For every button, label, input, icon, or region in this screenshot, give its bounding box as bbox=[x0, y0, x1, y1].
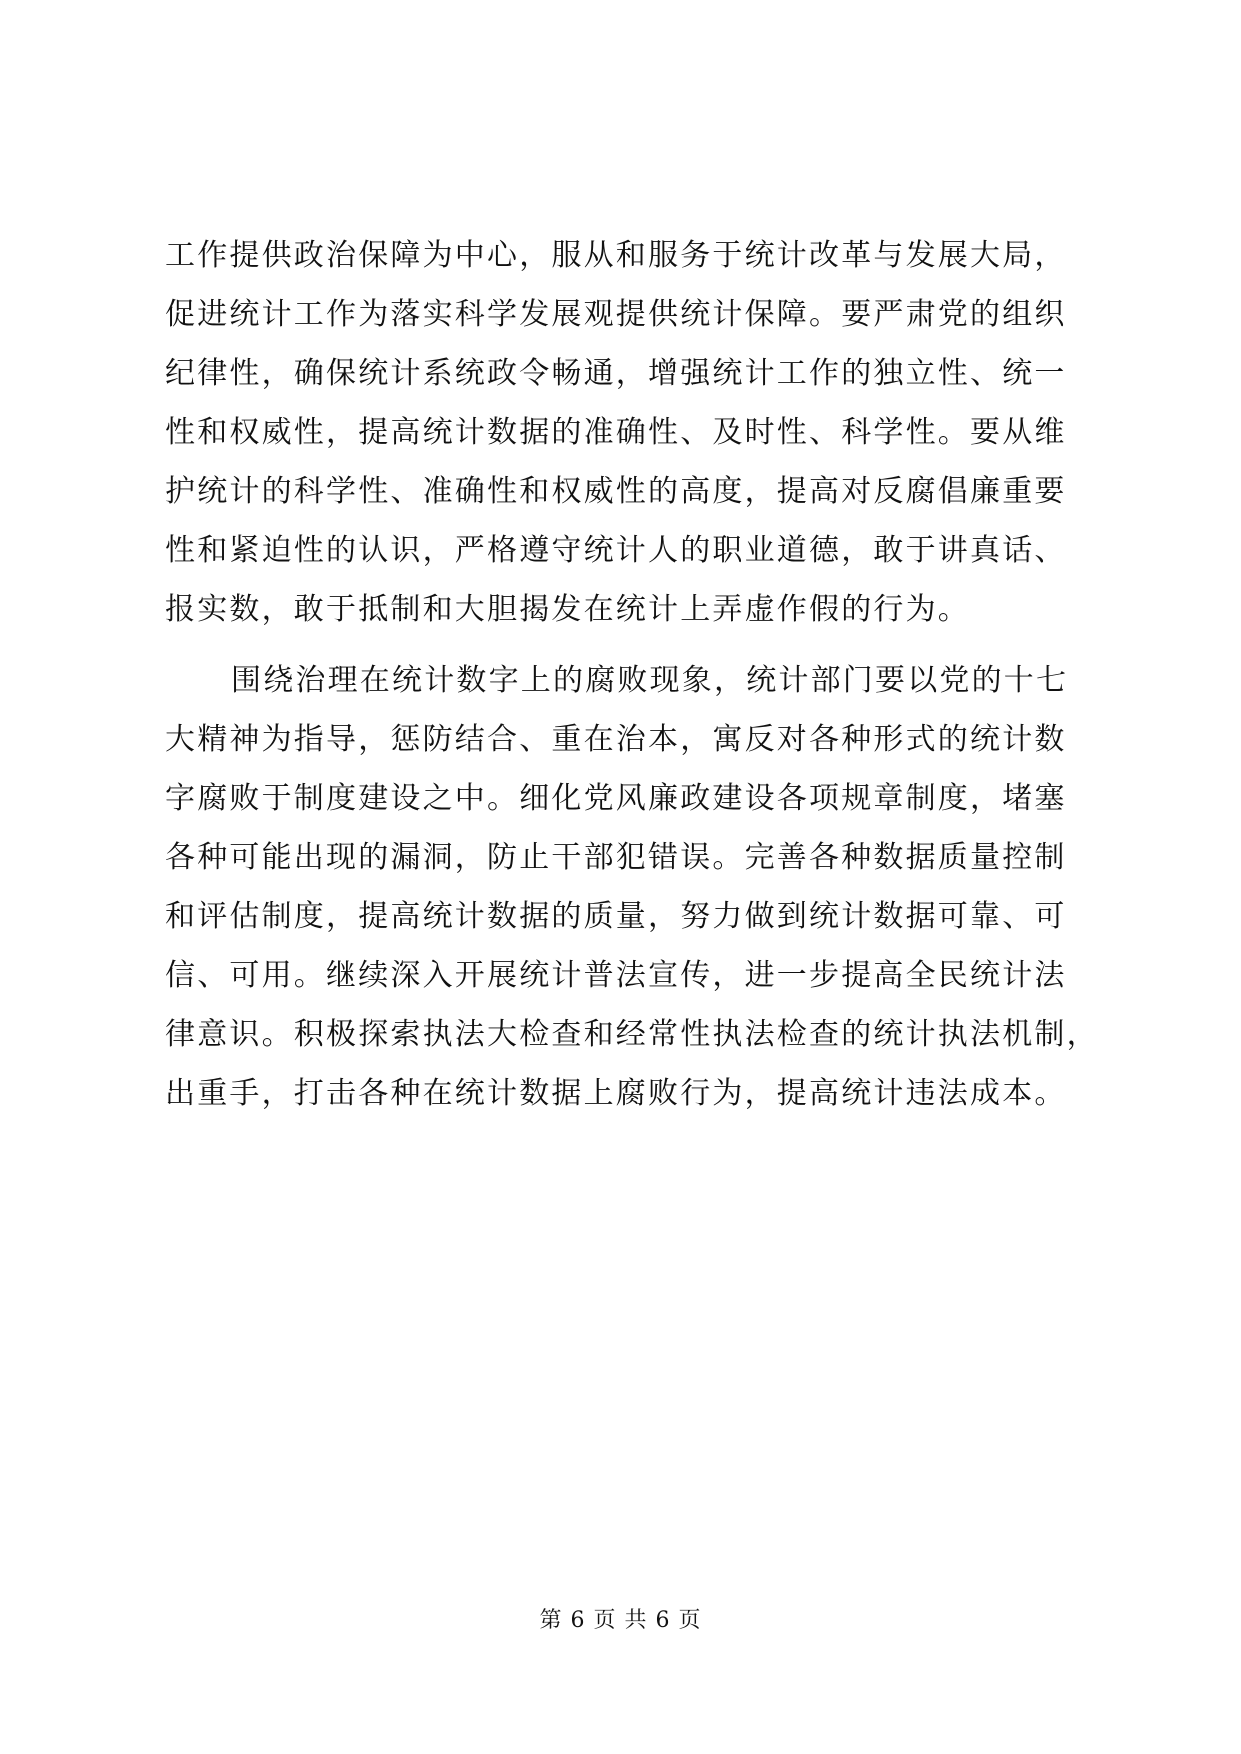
text-line: 工作提供政治保障为中心，服从和服务于统计改革与发展大局， bbox=[165, 238, 1067, 273]
text-line: 性和权威性，提高统计数据的准确性、及时性、科学性。要从维 bbox=[165, 415, 1067, 450]
text-line: 性和紧迫性的认识，严格遵守统计人的职业道德，敢于讲真话、 bbox=[165, 533, 1067, 568]
document-body bbox=[165, 226, 1099, 1123]
paragraph bbox=[165, 226, 1085, 639]
text-line: 各种可能出现的漏洞，防止干部犯错误。完善各种数据质量控制 bbox=[165, 840, 1067, 875]
text-line: 围绕治理在统计数字上的腐败现象，统计部门要以党的十七 bbox=[231, 663, 1069, 698]
text-line: 大精神为指导，惩防结合、重在治本，寓反对各种形式的统计数 bbox=[165, 722, 1067, 757]
page-footer: 第 6 页 共 6 页 bbox=[539, 1608, 702, 1633]
text-line: 出重手，打击各种在统计数据上腐败行为，提高统计违法成本。 bbox=[165, 1076, 1067, 1111]
text-line: 和评估制度，提高统计数据的质量，努力做到统计数据可靠、可 bbox=[165, 899, 1067, 934]
text-line: 纪律性，确保统计系统政令畅通，增强统计工作的独立性、统一 bbox=[165, 356, 1067, 391]
text-line: 报实数，敢于抵制和大胆揭发在统计上弄虚作假的行为。 bbox=[165, 592, 970, 627]
text-line: 信、可用。继续深入开展统计普法宣传，进一步提高全民统计法 bbox=[165, 958, 1067, 993]
text-line: 护统计的科学性、准确性和权威性的高度，提高对反腐倡廉重要 bbox=[165, 474, 1067, 509]
text-line: 字腐败于制度建设之中。细化党风廉政建设各项规章制度，堵塞 bbox=[165, 781, 1067, 816]
paragraph-gap bbox=[165, 639, 1085, 651]
paragraph bbox=[165, 651, 1099, 1123]
text-line: 促进统计工作为落实科学发展观提供统计保障。要严肃党的组织 bbox=[165, 297, 1067, 332]
text-line: 律意识。积极探索执法大检查和经常性执法检查的统计执法机制， bbox=[165, 1017, 1099, 1052]
